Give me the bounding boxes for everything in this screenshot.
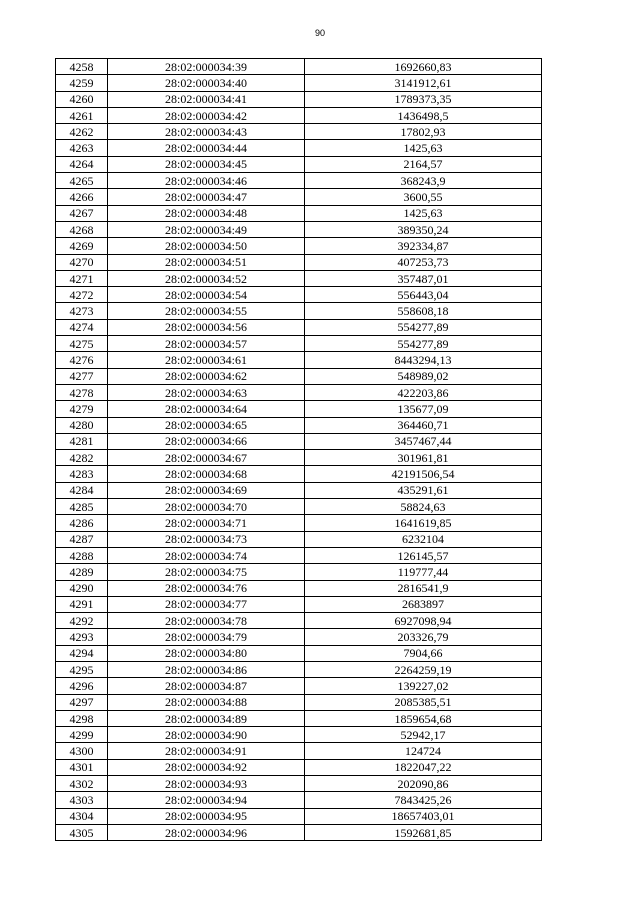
- row-number-cell: 4286: [56, 515, 108, 531]
- value-cell: 6927098,94: [305, 613, 542, 629]
- table-row: [56, 531, 542, 547]
- cadastral-number-cell: 28:02:000034:61: [108, 352, 305, 368]
- table-row: [56, 124, 542, 140]
- table-row: [56, 59, 542, 75]
- row-number-cell: 4287: [56, 531, 108, 547]
- value-cell: 368243,9: [305, 173, 542, 189]
- page-number: 90: [314, 28, 325, 38]
- table-row: [56, 596, 542, 612]
- table-row: [56, 417, 542, 433]
- value-cell: 558608,18: [305, 303, 542, 319]
- cadastral-number-cell: 28:02:000034:62: [108, 368, 305, 384]
- row-number-cell: 4264: [56, 156, 108, 172]
- cadastral-number-cell: 28:02:000034:79: [108, 629, 305, 645]
- table-row: [56, 75, 542, 91]
- cadastral-number-cell: 28:02:000034:45: [108, 156, 305, 172]
- cadastral-number-cell: 28:02:000034:66: [108, 433, 305, 449]
- cadastral-number-cell: 28:02:000034:96: [108, 824, 305, 840]
- row-number-cell: 4258: [56, 59, 108, 75]
- cadastral-number-cell: 28:02:000034:93: [108, 776, 305, 792]
- row-number-cell: 4302: [56, 776, 108, 792]
- table-row: [56, 710, 542, 726]
- row-number-cell: 4274: [56, 319, 108, 335]
- row-number-cell: 4259: [56, 75, 108, 91]
- row-number-cell: 4268: [56, 221, 108, 237]
- value-cell: 139227,02: [305, 678, 542, 694]
- cadastral-number-cell: 28:02:000034:63: [108, 384, 305, 400]
- row-number-cell: 4298: [56, 710, 108, 726]
- cadastral-number-cell: 28:02:000034:50: [108, 238, 305, 254]
- table-row: [56, 824, 542, 840]
- table-row: [56, 336, 542, 352]
- row-number-cell: 4270: [56, 254, 108, 270]
- table-row: [56, 759, 542, 775]
- cadastral-number-cell: 28:02:000034:39: [108, 59, 305, 75]
- cadastral-number-cell: 28:02:000034:78: [108, 613, 305, 629]
- row-number-cell: 4288: [56, 547, 108, 563]
- row-number-cell: 4297: [56, 694, 108, 710]
- table-row: [56, 238, 542, 254]
- table-row: [56, 303, 542, 319]
- value-cell: 119777,44: [305, 564, 542, 580]
- row-number-cell: 4285: [56, 499, 108, 515]
- cadastral-number-cell: 28:02:000034:92: [108, 759, 305, 775]
- cadastral-number-cell: 28:02:000034:94: [108, 792, 305, 808]
- row-number-cell: 4267: [56, 205, 108, 221]
- row-number-cell: 4304: [56, 808, 108, 824]
- table-row: [56, 384, 542, 400]
- cadastral-number-cell: 28:02:000034:76: [108, 580, 305, 596]
- value-cell: 407253,73: [305, 254, 542, 270]
- value-cell: 1692660,83: [305, 59, 542, 75]
- row-number-cell: 4269: [56, 238, 108, 254]
- table-body: [56, 59, 542, 841]
- table-row: [56, 613, 542, 629]
- row-number-cell: 4292: [56, 613, 108, 629]
- table-row: [56, 499, 542, 515]
- row-number-cell: 4281: [56, 433, 108, 449]
- table-row: [56, 580, 542, 596]
- value-cell: 2816541,9: [305, 580, 542, 596]
- row-number-cell: 4294: [56, 645, 108, 661]
- cadastral-number-cell: 28:02:000034:67: [108, 450, 305, 466]
- cadastral-number-cell: 28:02:000034:54: [108, 287, 305, 303]
- value-cell: 135677,09: [305, 401, 542, 417]
- table-row: [56, 629, 542, 645]
- value-cell: 556443,04: [305, 287, 542, 303]
- value-cell: 364460,71: [305, 417, 542, 433]
- cadastral-number-cell: 28:02:000034:88: [108, 694, 305, 710]
- row-number-cell: 4295: [56, 661, 108, 677]
- row-number-cell: 4293: [56, 629, 108, 645]
- value-cell: 1436498,5: [305, 107, 542, 123]
- row-number-cell: 4282: [56, 450, 108, 466]
- table-row: [56, 808, 542, 824]
- cadastral-number-cell: 28:02:000034:70: [108, 499, 305, 515]
- row-number-cell: 4278: [56, 384, 108, 400]
- row-number-cell: 4277: [56, 368, 108, 384]
- cadastral-number-cell: 28:02:000034:69: [108, 482, 305, 498]
- row-number-cell: 4283: [56, 466, 108, 482]
- table-row: [56, 515, 542, 531]
- row-number-cell: 4271: [56, 270, 108, 286]
- value-cell: 1859654,68: [305, 710, 542, 726]
- cadastral-number-cell: 28:02:000034:80: [108, 645, 305, 661]
- cadastral-number-cell: 28:02:000034:47: [108, 189, 305, 205]
- table-row: [56, 205, 542, 221]
- row-number-cell: 4265: [56, 173, 108, 189]
- cadastral-number-cell: 28:02:000034:68: [108, 466, 305, 482]
- row-number-cell: 4289: [56, 564, 108, 580]
- table-row: [56, 91, 542, 107]
- value-cell: 42191506,54: [305, 466, 542, 482]
- cadastral-number-cell: 28:02:000034:73: [108, 531, 305, 547]
- row-number-cell: 4291: [56, 596, 108, 612]
- value-cell: 2264259,19: [305, 661, 542, 677]
- value-cell: 17802,93: [305, 124, 542, 140]
- value-cell: 1592681,85: [305, 824, 542, 840]
- value-cell: 202090,86: [305, 776, 542, 792]
- table-row: [56, 287, 542, 303]
- table-row: [56, 564, 542, 580]
- cadastral-number-cell: 28:02:000034:86: [108, 661, 305, 677]
- value-cell: 2164,57: [305, 156, 542, 172]
- row-number-cell: 4262: [56, 124, 108, 140]
- table-row: [56, 547, 542, 563]
- cadastral-number-cell: 28:02:000034:71: [108, 515, 305, 531]
- cadastral-number-cell: 28:02:000034:90: [108, 727, 305, 743]
- row-number-cell: 4280: [56, 417, 108, 433]
- row-number-cell: 4273: [56, 303, 108, 319]
- cadastral-number-cell: 28:02:000034:65: [108, 417, 305, 433]
- value-cell: 124724: [305, 743, 542, 759]
- row-number-cell: 4299: [56, 727, 108, 743]
- cadastral-number-cell: 28:02:000034:41: [108, 91, 305, 107]
- cadastral-number-cell: 28:02:000034:56: [108, 319, 305, 335]
- row-number-cell: 4300: [56, 743, 108, 759]
- value-cell: 52942,17: [305, 727, 542, 743]
- row-number-cell: 4305: [56, 824, 108, 840]
- value-cell: 7843425,26: [305, 792, 542, 808]
- cadastral-number-cell: 28:02:000034:46: [108, 173, 305, 189]
- row-number-cell: 4301: [56, 759, 108, 775]
- value-cell: 548989,02: [305, 368, 542, 384]
- value-cell: 2683897: [305, 596, 542, 612]
- value-cell: 1641619,85: [305, 515, 542, 531]
- table-row: [56, 466, 542, 482]
- table-row: [56, 450, 542, 466]
- cadastral-number-cell: 28:02:000034:48: [108, 205, 305, 221]
- cadastral-number-cell: 28:02:000034:43: [108, 124, 305, 140]
- value-cell: 301961,81: [305, 450, 542, 466]
- cadastral-value-table: [55, 58, 542, 841]
- table-row: [56, 221, 542, 237]
- value-cell: 3141912,61: [305, 75, 542, 91]
- value-cell: 18657403,01: [305, 808, 542, 824]
- cadastral-number-cell: 28:02:000034:51: [108, 254, 305, 270]
- cadastral-number-cell: 28:02:000034:74: [108, 547, 305, 563]
- table-row: [56, 678, 542, 694]
- value-cell: 422203,86: [305, 384, 542, 400]
- row-number-cell: 4266: [56, 189, 108, 205]
- table-row: [56, 743, 542, 759]
- table-row: [56, 401, 542, 417]
- table-row: [56, 368, 542, 384]
- value-cell: 392334,87: [305, 238, 542, 254]
- table-row: [56, 352, 542, 368]
- row-number-cell: 4303: [56, 792, 108, 808]
- row-number-cell: 4261: [56, 107, 108, 123]
- row-number-cell: 4276: [56, 352, 108, 368]
- cadastral-number-cell: 28:02:000034:91: [108, 743, 305, 759]
- row-number-cell: 4260: [56, 91, 108, 107]
- value-cell: 1789373,35: [305, 91, 542, 107]
- table-row: [56, 173, 542, 189]
- row-number-cell: 4290: [56, 580, 108, 596]
- table-row: [56, 107, 542, 123]
- value-cell: 1822047,22: [305, 759, 542, 775]
- cadastral-number-cell: 28:02:000034:52: [108, 270, 305, 286]
- value-cell: 435291,61: [305, 482, 542, 498]
- cadastral-number-cell: 28:02:000034:87: [108, 678, 305, 694]
- cadastral-number-cell: 28:02:000034:42: [108, 107, 305, 123]
- row-number-cell: 4272: [56, 287, 108, 303]
- value-cell: 2085385,51: [305, 694, 542, 710]
- value-cell: 8443294,13: [305, 352, 542, 368]
- table-row: [56, 156, 542, 172]
- cadastral-number-cell: 28:02:000034:77: [108, 596, 305, 612]
- value-cell: 3600,55: [305, 189, 542, 205]
- row-number-cell: 4275: [56, 336, 108, 352]
- table-row: [56, 645, 542, 661]
- cadastral-number-cell: 28:02:000034:55: [108, 303, 305, 319]
- value-cell: 1425,63: [305, 140, 542, 156]
- table-row: [56, 482, 542, 498]
- cadastral-number-cell: 28:02:000034:49: [108, 221, 305, 237]
- table-row: [56, 254, 542, 270]
- table-row: [56, 189, 542, 205]
- value-cell: 389350,24: [305, 221, 542, 237]
- cadastral-number-cell: 28:02:000034:64: [108, 401, 305, 417]
- value-cell: 357487,01: [305, 270, 542, 286]
- value-cell: 3457467,44: [305, 433, 542, 449]
- value-cell: 554277,89: [305, 319, 542, 335]
- table-row: [56, 792, 542, 808]
- cadastral-number-cell: 28:02:000034:40: [108, 75, 305, 91]
- row-number-cell: 4263: [56, 140, 108, 156]
- table-row: [56, 727, 542, 743]
- row-number-cell: 4279: [56, 401, 108, 417]
- table-row: [56, 776, 542, 792]
- cadastral-number-cell: 28:02:000034:75: [108, 564, 305, 580]
- value-cell: 126145,57: [305, 547, 542, 563]
- table-row: [56, 661, 542, 677]
- row-number-cell: 4284: [56, 482, 108, 498]
- cadastral-number-cell: 28:02:000034:89: [108, 710, 305, 726]
- value-cell: 1425,63: [305, 205, 542, 221]
- value-cell: 58824,63: [305, 499, 542, 515]
- cadastral-number-cell: 28:02:000034:44: [108, 140, 305, 156]
- cadastral-number-cell: 28:02:000034:57: [108, 336, 305, 352]
- table-row: [56, 433, 542, 449]
- table-row: [56, 270, 542, 286]
- table-row: [56, 694, 542, 710]
- row-number-cell: 4296: [56, 678, 108, 694]
- table-row: [56, 319, 542, 335]
- cadastral-number-cell: 28:02:000034:95: [108, 808, 305, 824]
- table-row: [56, 140, 542, 156]
- value-cell: 554277,89: [305, 336, 542, 352]
- value-cell: 7904,66: [305, 645, 542, 661]
- value-cell: 203326,79: [305, 629, 542, 645]
- value-cell: 6232104: [305, 531, 542, 547]
